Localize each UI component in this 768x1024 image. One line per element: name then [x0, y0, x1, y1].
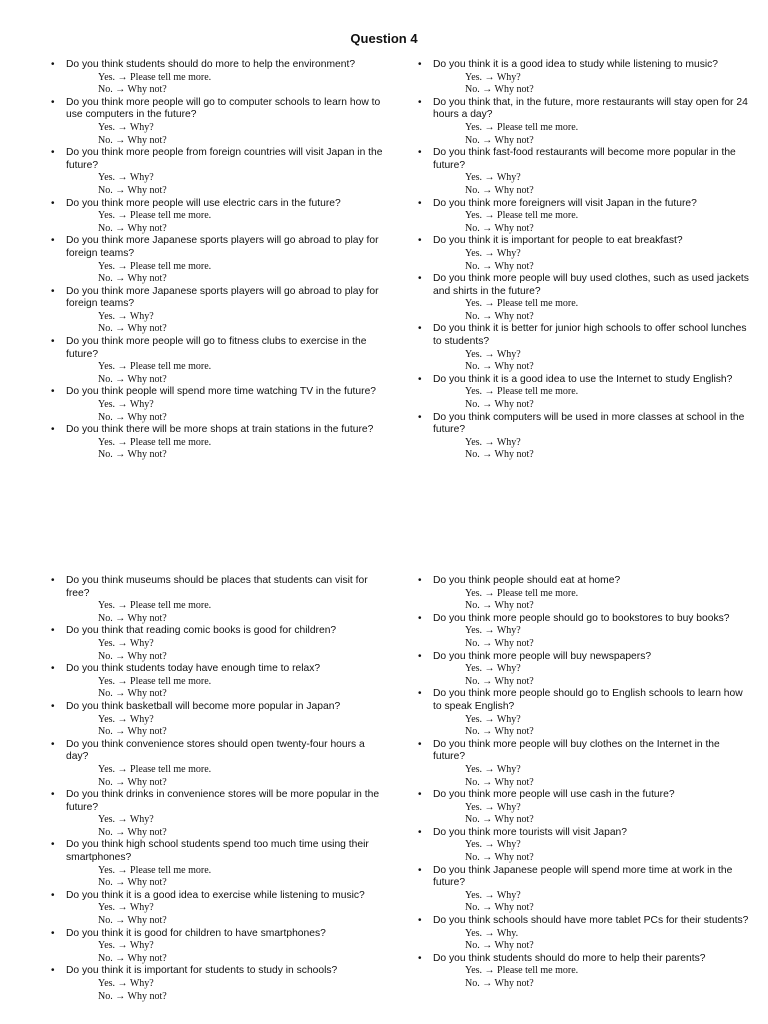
answer-yes: Yes. → Please tell me more.	[98, 763, 212, 775]
question-item: • Do you think computers will be used in more classes at school in the future?	[417, 412, 752, 437]
answer-yes: Yes. → Why?	[98, 172, 154, 184]
answer-no: No. → Why not?	[98, 449, 167, 461]
answer-no: No. → Why not?	[98, 134, 167, 146]
answer-yes: Yes. → Why?	[465, 625, 521, 637]
answer-no: No. → Why not?	[98, 323, 167, 335]
answer-no: No. → Why not?	[98, 776, 167, 788]
question-item: • Do you think more people will buy clothes on the Internet in the future?	[417, 739, 752, 764]
answer-yes: Yes. → Why?	[465, 763, 521, 775]
question-item: • Do you think high school students spend too much time using their smartphones?	[50, 839, 385, 864]
answer-no: No. → Why not?	[98, 222, 167, 234]
answer-yes: Yes. → Please tell me more.	[98, 71, 212, 83]
question-item: • Do you think fast-food restaurants will become more popular in the future?	[417, 147, 752, 172]
answer-yes: Yes. → Why?	[98, 399, 154, 411]
question-item: • Do you think drinks in convenience stores will be more popular in the future?	[50, 789, 385, 814]
answer-yes: Yes. → Please tell me more.	[98, 436, 212, 448]
answer-no: No. → Why not?	[98, 184, 167, 196]
answer-yes: Yes. → Why?	[98, 902, 154, 914]
answer-yes: Yes. → Please tell me more.	[465, 210, 579, 222]
question-item: • Do you think there will be more shops at train stations in the future?	[50, 424, 385, 437]
answer-yes: Yes. → Why?	[465, 71, 521, 83]
question-column-bottom-left	[50, 575, 385, 1003]
question-item: • Do you think students should do more to help their parents?	[417, 953, 752, 966]
answer-yes: Yes. → Please tell me more.	[465, 965, 579, 977]
answer-yes: Yes. → Why?	[98, 310, 154, 322]
answer-no: No. → Why not?	[465, 978, 534, 989]
answer-yes: Yes. → Why.	[465, 927, 519, 939]
answer-no: No. → Why not?	[98, 990, 167, 1002]
answer-no: No. → Why not?	[465, 134, 534, 146]
answer-yes: Yes. → Why?	[465, 801, 521, 813]
answer-yes: Yes. → Why?	[98, 713, 154, 725]
question-item: • Do you think it is a good idea to exercise while listening to music?	[50, 890, 385, 903]
answer-no: No. → Why not?	[98, 826, 167, 838]
answer-yes: Yes. → Why?	[465, 839, 521, 851]
answer-no: No. → Why not?	[98, 877, 167, 889]
question-item: • Do you think more Japanese sports players will go abroad to play for foreign teams?	[50, 286, 385, 311]
answer-no: No. → Why not?	[98, 915, 167, 927]
answer-yes: Yes. → Please tell me more.	[465, 386, 579, 398]
question-item: • Do you think more people will buy used clothes, such as used jackets and shirts in the future?	[417, 273, 752, 298]
answer-no: No. → Why not?	[465, 260, 534, 272]
answer-yes: Yes. → Why?	[465, 348, 521, 360]
question-item: • Do you think more people will use electric cars in the future?	[50, 198, 385, 211]
question-item: • Do you think more people will buy newspapers?	[417, 651, 752, 664]
answer-no: No. → Why not?	[98, 84, 167, 96]
question-item: • Do you think schools should have more tablet PCs for their students?	[417, 915, 752, 928]
question-column-top-left	[50, 59, 385, 462]
question-item: • Do you think more people from foreign countries will visit Japan in the future?	[50, 147, 385, 172]
question-item: • Do you think museums should be places that students can visit for free?	[50, 575, 385, 600]
question-item: • Do you think that, in the future, more restaurants will stay open for 24 hours a day?	[417, 97, 752, 122]
answer-yes: Yes. → Why?	[465, 713, 521, 725]
question-item: • Do you think students today have enough time to relax?	[50, 663, 385, 676]
question-item: • Do you think it is a good idea to use the Internet to study English?	[417, 374, 752, 387]
answer-no: No. → Why not?	[465, 637, 534, 649]
answer-yes: Yes. → Why?	[98, 637, 154, 649]
answer-yes: Yes. → Why?	[98, 940, 154, 952]
question-item: • Do you think it is important for students to study in schools?	[50, 965, 385, 978]
answer-no: No. → Why not?	[465, 902, 534, 914]
answer-yes: Yes. → Please tell me more.	[98, 260, 212, 272]
answer-no: No. → Why not?	[465, 184, 534, 196]
question-item: • Do you think more people should go to English schools to learn how to speak English?	[417, 688, 752, 713]
answer-yes: Yes. → Why?	[465, 436, 521, 448]
answer-no: No. → Why not?	[465, 814, 534, 826]
answer-no: No. → Why not?	[465, 449, 534, 461]
question-item: • Do you think it is important for people to eat breakfast?	[417, 235, 752, 248]
answer-yes: Yes. → Please tell me more.	[465, 121, 579, 133]
answer-yes: Yes. → Please tell me more.	[98, 210, 212, 222]
question-item: • Do you think students should do more to help the environment?	[50, 59, 385, 72]
answer-no: No. → Why not?	[465, 726, 534, 738]
answer-no: No. → Why not?	[465, 776, 534, 788]
answer-no: No. → Why not?	[98, 273, 167, 285]
answer-yes: Yes. → Why?	[465, 247, 521, 259]
question-item: • Do you think that reading comic books is good for children?	[50, 625, 385, 638]
question-item: • Do you think people will spend more time watching TV in the future?	[50, 386, 385, 399]
answer-yes: Yes. → Please tell me more.	[98, 675, 212, 687]
answer-yes: Yes. → Why?	[465, 663, 521, 675]
answer-yes: Yes. → Please tell me more.	[98, 361, 212, 373]
question-column-top-right	[417, 59, 752, 462]
answer-yes: Yes. → Please tell me more.	[98, 864, 212, 876]
question-item: • Do you think people should eat at home?	[417, 575, 752, 588]
answer-no: No. → Why not?	[98, 373, 167, 385]
answer-no: No. → Why not?	[465, 361, 534, 373]
question-item: • Do you think more people will use cash in the future?	[417, 789, 752, 802]
answer-no: No. → Why not?	[98, 726, 167, 738]
answer-no: No. → Why not?	[465, 310, 534, 322]
page-title: Question 4	[350, 31, 418, 46]
question-item: • Do you think more people should go to bookstores to buy books?	[417, 613, 752, 626]
answer-yes: Yes. → Why?	[465, 889, 521, 901]
answer-no: No. → Why not?	[98, 650, 167, 662]
question-item: • Do you think convenience stores should open twenty-four hours a day?	[50, 739, 385, 764]
question-item: • Do you think it is better for junior high schools to offer school lunches to students?	[417, 323, 752, 348]
answer-no: No. → Why not?	[98, 612, 167, 624]
answer-no: No. → Why not?	[465, 675, 534, 687]
question-item: • Do you think more people will go to fitness clubs to exercise in the future?	[50, 336, 385, 361]
question-item: • Do you think basketball will become more popular in Japan?	[50, 701, 385, 714]
answer-yes: Yes. → Why?	[465, 172, 521, 184]
answer-yes: Yes. → Please tell me more.	[465, 298, 579, 310]
answer-yes: Yes. → Please tell me more.	[465, 587, 579, 599]
answer-no: No. → Why not?	[465, 84, 534, 96]
answer-no: No. → Why not?	[98, 411, 167, 423]
answer-no: No. → Why not?	[98, 688, 167, 700]
question-column-bottom-right	[417, 575, 752, 991]
answer-yes: Yes. → Why?	[98, 978, 154, 989]
answer-no: No. → Why not?	[465, 222, 534, 234]
answer-no: No. → Why not?	[465, 940, 534, 952]
question-item: • Do you think it is a good idea to study while listening to music?	[417, 59, 752, 72]
answer-no: No. → Why not?	[465, 399, 534, 411]
question-item: • Do you think Japanese people will spend more time at work in the future?	[417, 865, 752, 890]
question-item: • Do you think more foreigners will visit Japan in the future?	[417, 198, 752, 211]
answer-yes: Yes. → Why?	[98, 814, 154, 826]
question-item: • Do you think more Japanese sports players will go abroad to play for foreign teams?	[50, 235, 385, 260]
question-item: • Do you think more people will go to computer schools to learn how to use computers in the future?	[50, 97, 385, 122]
answer-no: No. → Why not?	[465, 600, 534, 612]
answer-no: No. → Why not?	[465, 852, 534, 864]
answer-yes: Yes. → Why?	[98, 121, 154, 133]
question-item: • Do you think it is good for children to have smartphones?	[50, 928, 385, 941]
answer-yes: Yes. → Please tell me more.	[98, 600, 212, 612]
question-item: • Do you think more tourists will visit Japan?	[417, 827, 752, 840]
answer-no: No. → Why not?	[98, 952, 167, 964]
